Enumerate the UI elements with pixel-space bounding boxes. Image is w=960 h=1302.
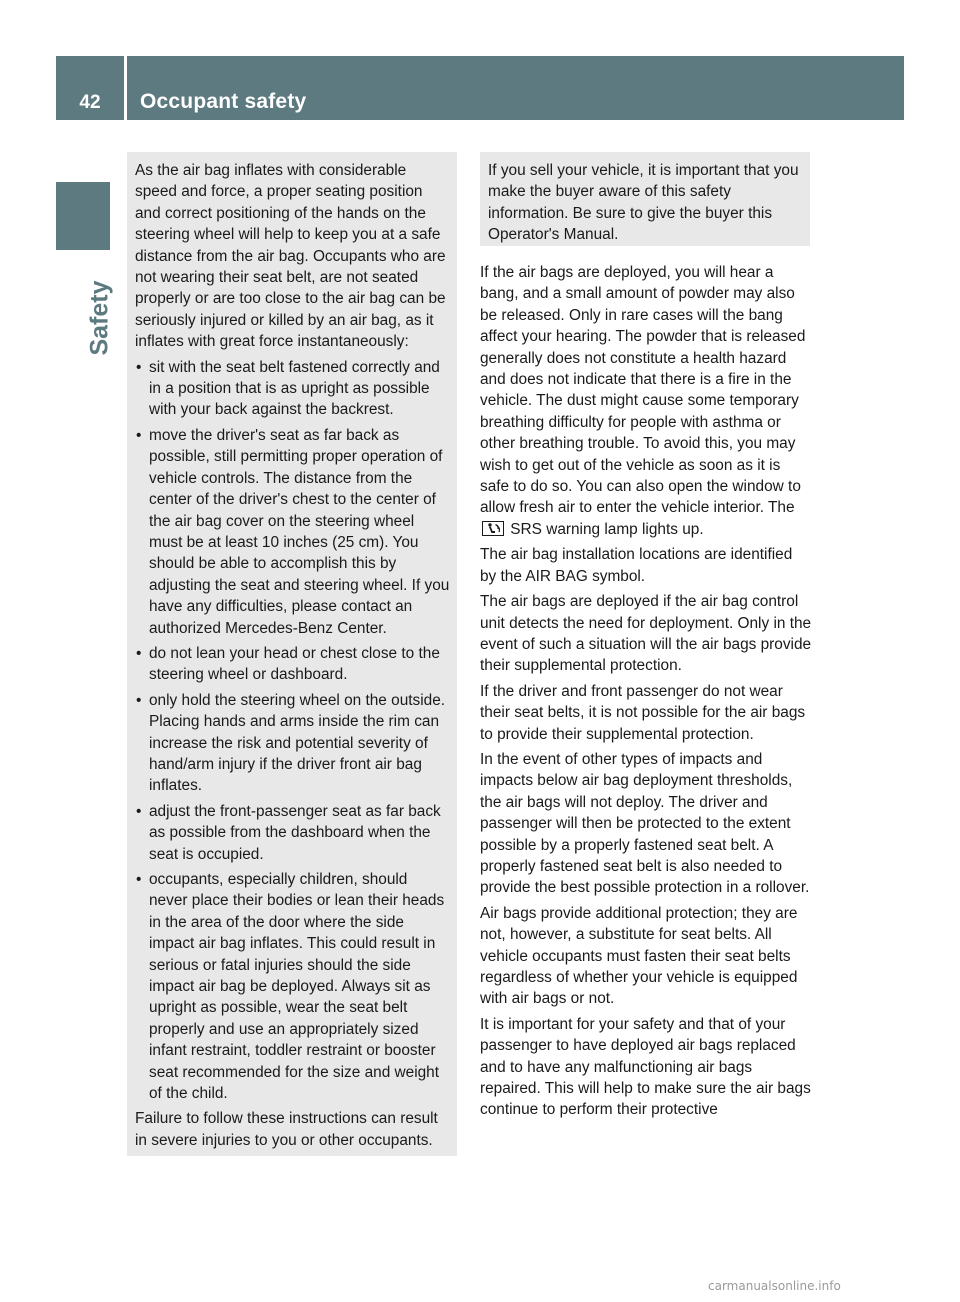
header-divider: [124, 56, 127, 120]
list-item: • sit with the seat belt fastened correctly and in a position that is as upright as possible with your back against the backrest.: [135, 357, 450, 421]
section-title: Occupant safety: [140, 90, 307, 113]
warning-outro: Failure to follow these instructions can result in severe injuries to you or other occupants.: [135, 1110, 438, 1149]
paragraph: It is important for your safety and that of your passenger to have deployed air bags replaced and to have any malfunctioning air bags repaired. This will help to make sure the air bags continue to perform their protective: [480, 1015, 811, 1119]
watermark: carmanualsonline.info: [708, 1279, 841, 1293]
warning-list: [135, 357, 450, 1105]
paragraph-text: If the air bags are deployed, you will hear a bang, and a small amount of powder may also be released. Only in rare cases will the bang affect your hearing. The powder that is released generally does not constitute a health hazard and does not indicate that there is a fire in the vehicle. The dust might cause some temporary breathing difficulty for people with asthma or other breathing trouble. To avoid this, you may wish to get out of the vehicle as soon as it is safe to do so. You can also open the window to allow fresh air to enter the vehicle interior. The: [480, 264, 806, 517]
srs-warning-lamp-icon: [482, 521, 504, 536]
paragraph: In the event of other types of impacts and impacts below air bag deployment thresholds, the air bags will not deploy. The driver and passenger will then be protected to the extent possible by a properly fastened seat belt. A properly fastened seat belt is also needed to provide the best possible protection in a rollover.: [480, 750, 810, 897]
list-item: • only hold the steering wheel on the outside. Placing hands and arms inside the rim can increase the risk and potential severity of hand/arm injury if the driver front air bag inflates.: [135, 690, 450, 797]
page-header: [56, 56, 904, 120]
paragraph: If the driver and front passenger do not wear their seat belts, it is not possible for the air bags to provide their supplemental protection.: [480, 682, 806, 743]
side-section-label: Safety: [85, 280, 114, 356]
list-item: • occupants, especially children, should never place their bodies or lean their heads in the area of the door where the side impact air bag inflates. This could result in serious or fatal injuries should the side impact air bag be deployed. Always sit as upright as possible, wear the seat belt properly and use an appropriately sized infant restraint, toddler restraint or booster seat recommended for the size and weight of the child.: [135, 869, 450, 1104]
list-item: • adjust the front-passenger seat as far back as possible from the dashboard when the seat is occupied.: [135, 801, 450, 865]
page-number: 42: [79, 92, 101, 113]
paragraph: The air bags are deployed if the air bag control unit detects the need for deployment. Only in the event of such a situation will the air bags provide their supplemental protection.: [480, 593, 812, 675]
list-item: • move the driver's seat as far back as possible, still permitting proper operation of vehicle controls. The distance from the center of the driver's chest to the center of the air bag cover on the steering wheel must be at least 10 inches (25 cm). You should be able to accomplish this by adjusting the seat and steering wheel. If you have any difficulties, please contact an authorized Mercedes-Benz Center.: [135, 425, 450, 639]
info-box-text: If you sell your vehicle, it is important that you make the buyer aware of this safety information. Be sure to give the buyer this Operator's Manual.: [488, 162, 799, 244]
side-tab-block: [56, 182, 110, 250]
body-text: [480, 262, 812, 1125]
paragraph: [480, 262, 812, 540]
info-box: [480, 152, 810, 246]
paragraph-text: SRS warning lamp lights up.: [510, 520, 704, 538]
list-item: • do not lean your head or chest close to the steering wheel or dashboard.: [135, 643, 450, 686]
paragraph: The air bag installation locations are identified by the AIR BAG symbol.: [480, 546, 793, 585]
warning-box: [127, 152, 457, 1156]
paragraph: Air bags provide additional protection; they are not, however, a substitute for seat belts. All vehicle occupants must fasten their seat belts regardless of whether your vehicle is equipped with air bags or not.: [480, 904, 798, 1008]
warning-intro: As the air bag inflates with considerable speed and force, a proper seating position and correct positioning of the hands on the steering wheel will help to keep you at a safe distance from the air bag. Occupants who are not wearing their seat belt, are not seated properly or are too close to the air bag can be seriously injured or killed by an air bag, as it inflates with great force instantaneously:: [135, 162, 446, 351]
